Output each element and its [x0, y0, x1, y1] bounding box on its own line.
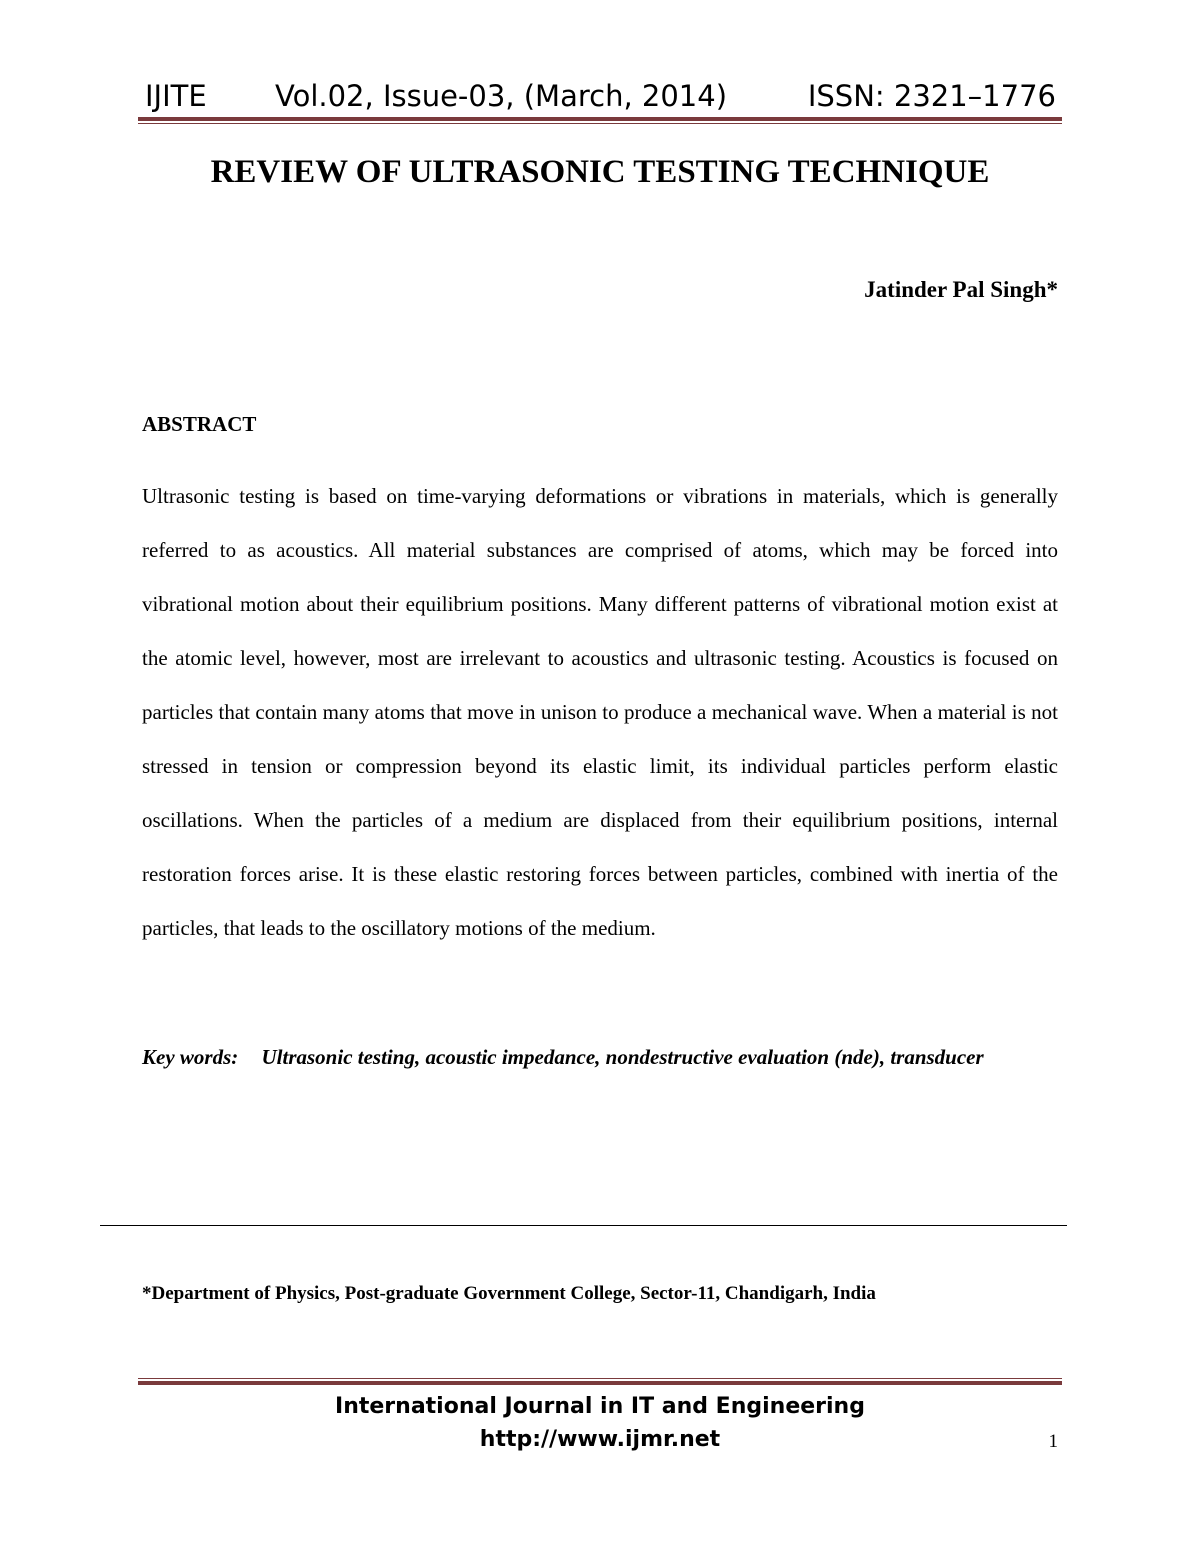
- abstract-body: Ultrasonic testing is based on time-varying deformations or vibrations in materials, which is generally referred to as acoustics. All material substances are comprised of atoms, which may be forced into vibrational motion about their equilibrium positions. Many different patterns of vibrational motion exist at the atomic level, however, most are irrelevant to acoustics and ultrasonic testing. Acoustics is focused on particles that contain many atoms that move in unison to produce a mechanical wave. When a material is not stressed in tension or compression beyond its elastic limit, its individual particles perform elastic oscillations. When the particles of a medium are displaced from their equilibrium positions, internal restoration forces arise. It is these elastic restoring forces between particles, combined with inertia of the particles, that leads to the oscillatory motions of the medium.: [142, 484, 1058, 940]
- footer-journal-name: International Journal in IT and Engineering: [335, 1394, 865, 1419]
- keywords-label: Key words:: [142, 1045, 239, 1069]
- keywords: [142, 1030, 1058, 1084]
- header-rule-thin: [138, 123, 1062, 124]
- keywords-terms: Ultrasonic testing, acoustic impedance, nondestructive evaluation (nde), transducer: [261, 1045, 984, 1069]
- article-title: REVIEW OF ULTRASONIC TESTING TECHNIQUE: [210, 154, 990, 190]
- footnote-rule: [100, 1225, 1067, 1226]
- header-issn: ISSN: 2321–1776: [807, 79, 1056, 113]
- author-name: Jatinder Pal Singh*: [864, 277, 1058, 302]
- page-number: 1: [1048, 1431, 1058, 1452]
- footer-url: http://www.ijmr.net: [479, 1427, 721, 1452]
- header-volume-issue: Vol.02, Issue-03, (March, 2014): [275, 79, 728, 113]
- abstract-heading: ABSTRACT: [142, 412, 257, 436]
- author-affiliation: *Department of Physics, Post-graduate Government College, Sector-11, Chandigarh, India: [142, 1283, 876, 1304]
- header-rule-thick: [138, 117, 1062, 121]
- footer-rule-thick: [138, 1381, 1062, 1385]
- footer-rule-thin: [138, 1378, 1062, 1379]
- running-header: [145, 74, 1060, 118]
- header-journal-abbrev: IJITE: [145, 79, 207, 113]
